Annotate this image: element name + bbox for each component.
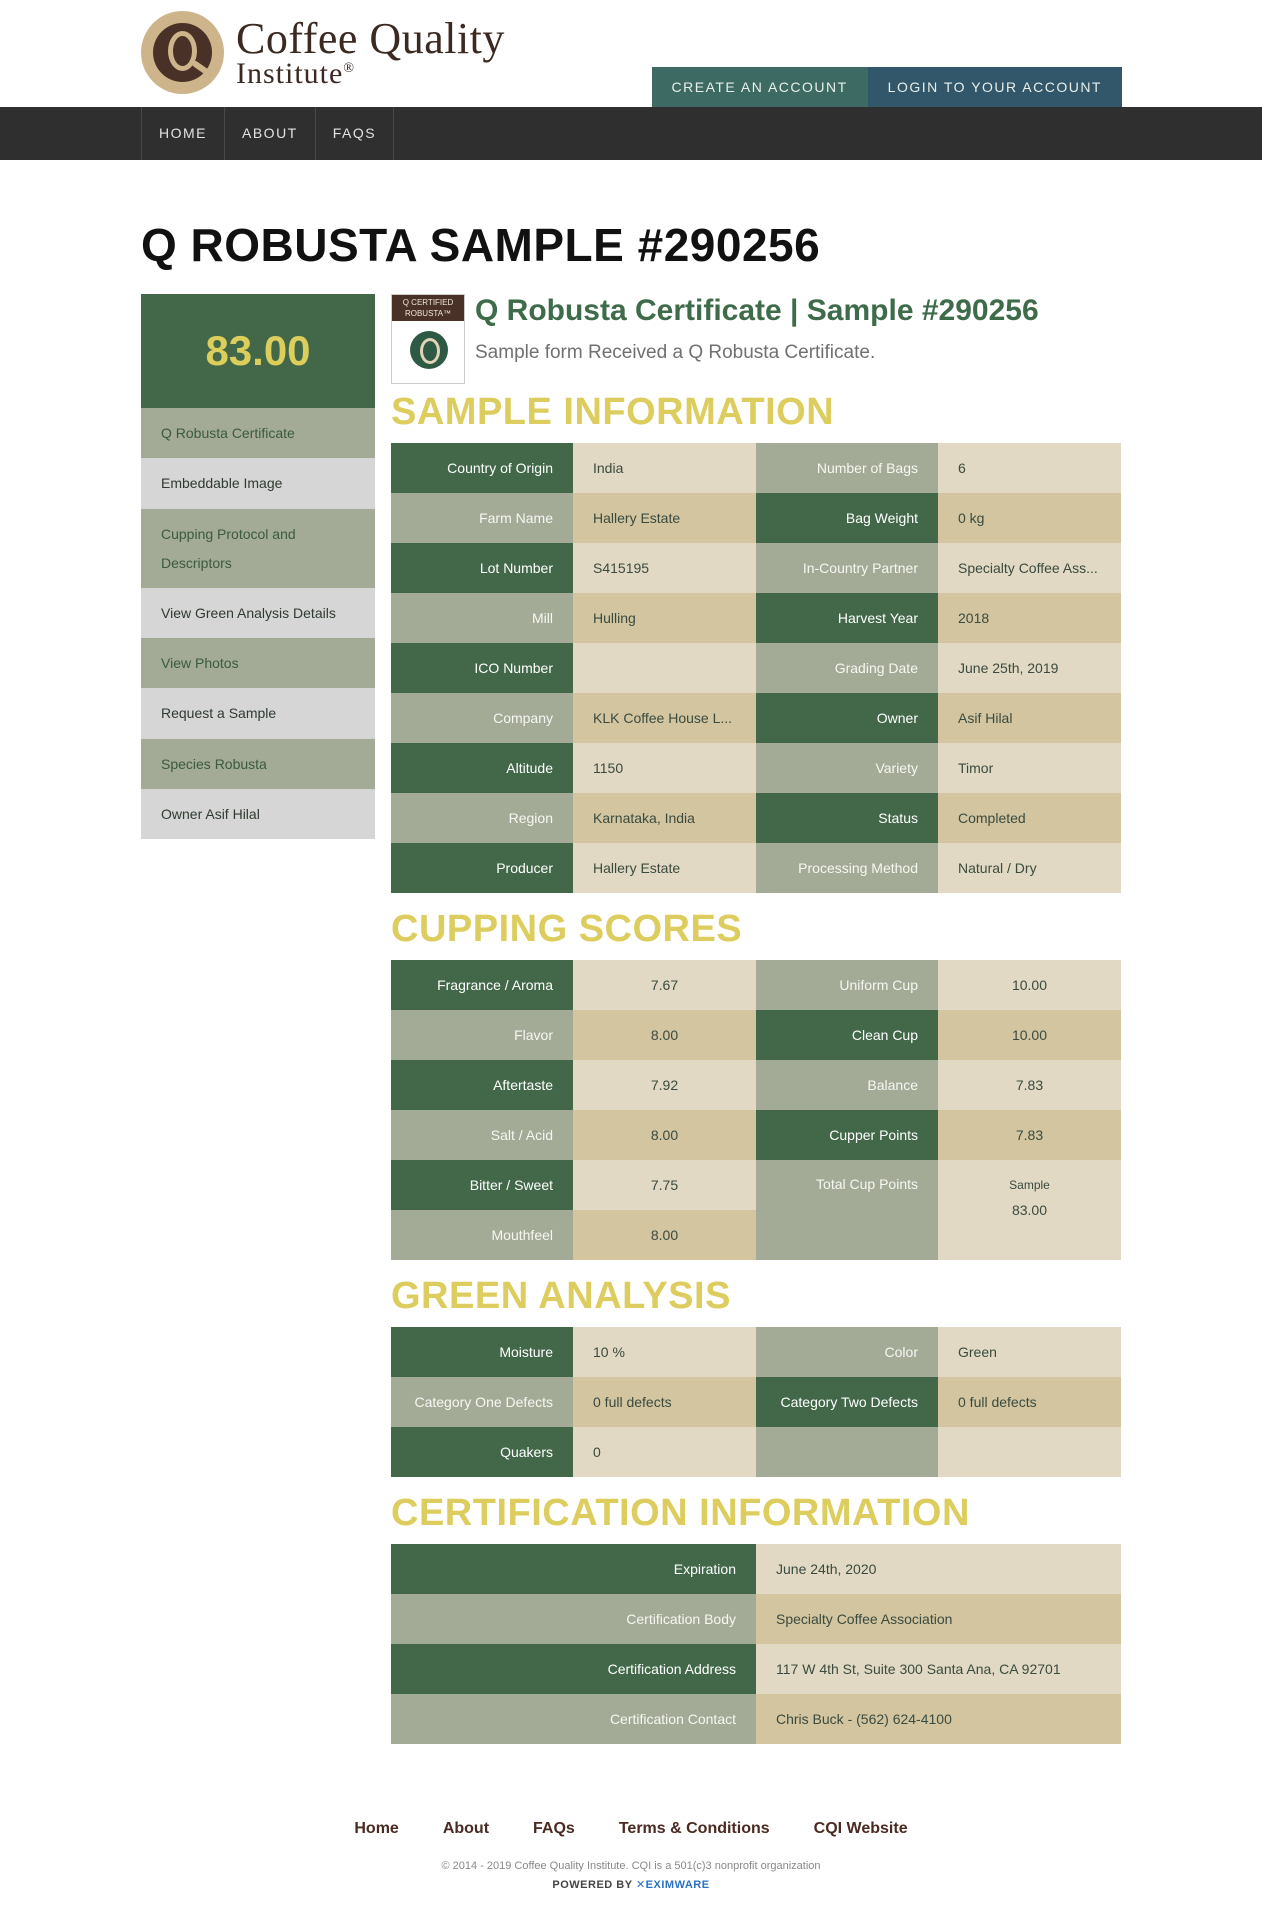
sidebar-item-photos[interactable]: View Photos [141,638,375,688]
certification-table [391,1544,1121,1744]
cupping-value: 8.00 [573,1110,756,1160]
cupping-label: Balance [756,1060,938,1110]
account-actions [652,67,1122,107]
cert-label: Certification Contact [391,1694,756,1744]
sample-value: Specialty Coffee Ass... [938,543,1121,593]
sample-value: Asif Hilal [938,693,1121,743]
powered-by[interactable]: POWERED BY ✕EXIMWARE [552,1879,710,1891]
sample-value: 6 [938,443,1121,493]
brand-line-1: Coffee Quality [236,13,505,63]
sidebar-item-owner[interactable]: Owner Asif Hilal [141,789,375,839]
sample-value: 1150 [573,743,756,793]
green-label: Color [756,1327,938,1377]
sample-label: In-Country Partner [756,543,938,593]
sample-value [573,643,756,693]
nav-faqs[interactable]: FAQS [316,107,394,160]
total-score: 83.00 [205,327,311,374]
total-cup-points-label: Total Cup Points [756,1160,938,1260]
sample-label: ICO Number [391,643,573,693]
sample-label: Country of Origin [391,443,573,493]
footer-links [0,1820,1262,1838]
cupping-value: 10.00 [938,1010,1121,1060]
sidebar-item-species[interactable]: Species Robusta [141,739,375,789]
total-score-box [141,294,375,408]
footer-link-faqs[interactable]: FAQs [533,1820,575,1837]
green-label-empty [756,1427,938,1477]
sidebar-item-green-analysis[interactable]: View Green Analysis Details [141,588,375,638]
green-label: Moisture [391,1327,573,1377]
site-footer [0,1820,1262,1891]
q-robusta-badge-icon: Q CERTIFIED ROBUSTA™ [391,294,465,384]
total-cup-points-value: 83.00 [1011,1202,1048,1218]
sample-label: Farm Name [391,493,573,543]
sample-value: KLK Coffee House L... [573,693,756,743]
brand-line-2: Institute® [236,56,355,90]
green-value: 0 [573,1427,756,1477]
eximware-logo-icon: ✕ [635,1879,646,1891]
cert-value: June 24th, 2020 [756,1544,1121,1594]
section-title-certification: CERTIFICATION INFORMATION [391,1492,970,1534]
sample-label: Grading Date [756,643,938,693]
cupping-label: Mouthfeel [391,1210,573,1260]
section-title-green: GREEN ANALYSIS [391,1275,731,1317]
sample-value: 2018 [938,593,1121,643]
sample-label: Variety [756,743,938,793]
sidebar-item-cupping-protocol[interactable]: Cupping Protocol and Descriptors [141,509,375,588]
sample-label: Altitude [391,743,573,793]
section-title-sample: SAMPLE INFORMATION [391,391,835,433]
sample-value: Karnataka, India [573,793,756,843]
footer-link-home[interactable]: Home [354,1820,399,1837]
sample-value: 0 kg [938,493,1121,543]
brand-name [236,13,505,90]
certificate-header [391,294,1121,386]
sidebar [141,294,375,839]
sample-label: Number of Bags [756,443,938,493]
cupping-label: Cupper Points [756,1110,938,1160]
section-title-cupping: CUPPING SCORES [391,908,743,950]
cert-label: Certification Body [391,1594,756,1644]
sample-value: Hallery Estate [573,493,756,543]
green-analysis-table [391,1327,1121,1477]
total-cup-sample-label: Sample [1009,1178,1050,1192]
cupping-label: Clean Cup [756,1010,938,1060]
cert-value: Specialty Coffee Association [756,1594,1121,1644]
sample-label: Owner [756,693,938,743]
sample-value: Hallery Estate [573,843,756,893]
sample-info-table [391,443,1121,893]
page-title: Q ROBUSTA SAMPLE #290256 [141,219,821,271]
sample-label: Harvest Year [756,593,938,643]
cupping-label: Uniform Cup [756,960,938,1010]
sample-value: Timor [938,743,1121,793]
cupping-value: 7.92 [573,1060,756,1110]
cupping-value: 7.83 [938,1110,1121,1160]
login-button[interactable]: LOGIN TO YOUR ACCOUNT [868,67,1122,107]
site-header [0,0,1262,107]
nav-home[interactable]: HOME [142,107,225,160]
cert-label: Certification Address [391,1644,756,1694]
cupping-value: 10.00 [938,960,1121,1010]
main-content [391,294,1121,1744]
cupping-label: Fragrance / Aroma [391,960,573,1010]
footer-link-about[interactable]: About [442,1820,490,1837]
green-label: Quakers [391,1427,573,1477]
sample-label: Processing Method [756,843,938,893]
cupping-value: 7.75 [573,1160,756,1210]
sample-label: Lot Number [391,543,573,593]
green-value: Green [938,1327,1121,1377]
cert-label: Expiration [391,1544,756,1594]
total-cup-points-cell [938,1160,1121,1260]
sample-value: Completed [938,793,1121,843]
cupping-label: Bitter / Sweet [391,1160,573,1210]
sample-value: S415195 [573,543,756,593]
main-nav [0,107,1262,160]
nav-about[interactable]: ABOUT [225,107,316,160]
green-value: 0 full defects [938,1377,1121,1427]
sample-value: Hulling [573,593,756,643]
sample-value: Natural / Dry [938,843,1121,893]
cupping-value: 7.83 [938,1060,1121,1110]
sample-label: Producer [391,843,573,893]
sample-label: Company [391,693,573,743]
sample-value: India [573,443,756,493]
certificate-title: Q Robusta Certificate | Sample #290256 [475,294,1039,327]
cupping-label: Salt / Acid [391,1110,573,1160]
cupping-label: Flavor [391,1010,573,1060]
certificate-subtitle: Sample form Received a Q Robusta Certificate. [475,342,876,363]
footer-copyright: © 2014 - 2019 Coffee Quality Institute. CQI is a 501(c)3 nonprofit organization [441,1860,821,1872]
sidebar-item-certificate[interactable]: Q Robusta Certificate [141,408,375,458]
footer-link-terms[interactable]: Terms & Conditions [618,1820,770,1837]
cupping-value: 7.67 [573,960,756,1010]
cupping-label: Aftertaste [391,1060,573,1110]
sidebar-item-request-sample[interactable]: Request a Sample [141,688,375,739]
cupping-value: 8.00 [573,1210,756,1260]
green-value-empty [938,1427,1121,1477]
sample-label: Bag Weight [756,493,938,543]
sidebar-item-embeddable-image[interactable]: Embeddable Image [141,458,375,509]
cupping-value: 8.00 [573,1010,756,1060]
cupping-scores-table [391,960,1121,1260]
sample-label: Region [391,793,573,843]
green-value: 0 full defects [573,1377,756,1427]
green-label: Category Two Defects [756,1377,938,1427]
cqi-logo[interactable] [141,11,505,94]
cert-value: Chris Buck - (562) 624-4100 [756,1694,1121,1744]
sample-value: June 25th, 2019 [938,643,1121,693]
footer-link-cqi-website[interactable]: CQI Website [813,1820,908,1837]
green-value: 10 % [573,1327,756,1377]
sample-label: Status [756,793,938,843]
cert-value: 117 W 4th St, Suite 300 Santa Ana, CA 92701 [756,1644,1121,1694]
create-account-button[interactable]: CREATE AN ACCOUNT [652,67,868,107]
green-label: Category One Defects [391,1377,573,1427]
coffee-bean-logo-icon [141,11,224,94]
sample-label: Mill [391,593,573,643]
